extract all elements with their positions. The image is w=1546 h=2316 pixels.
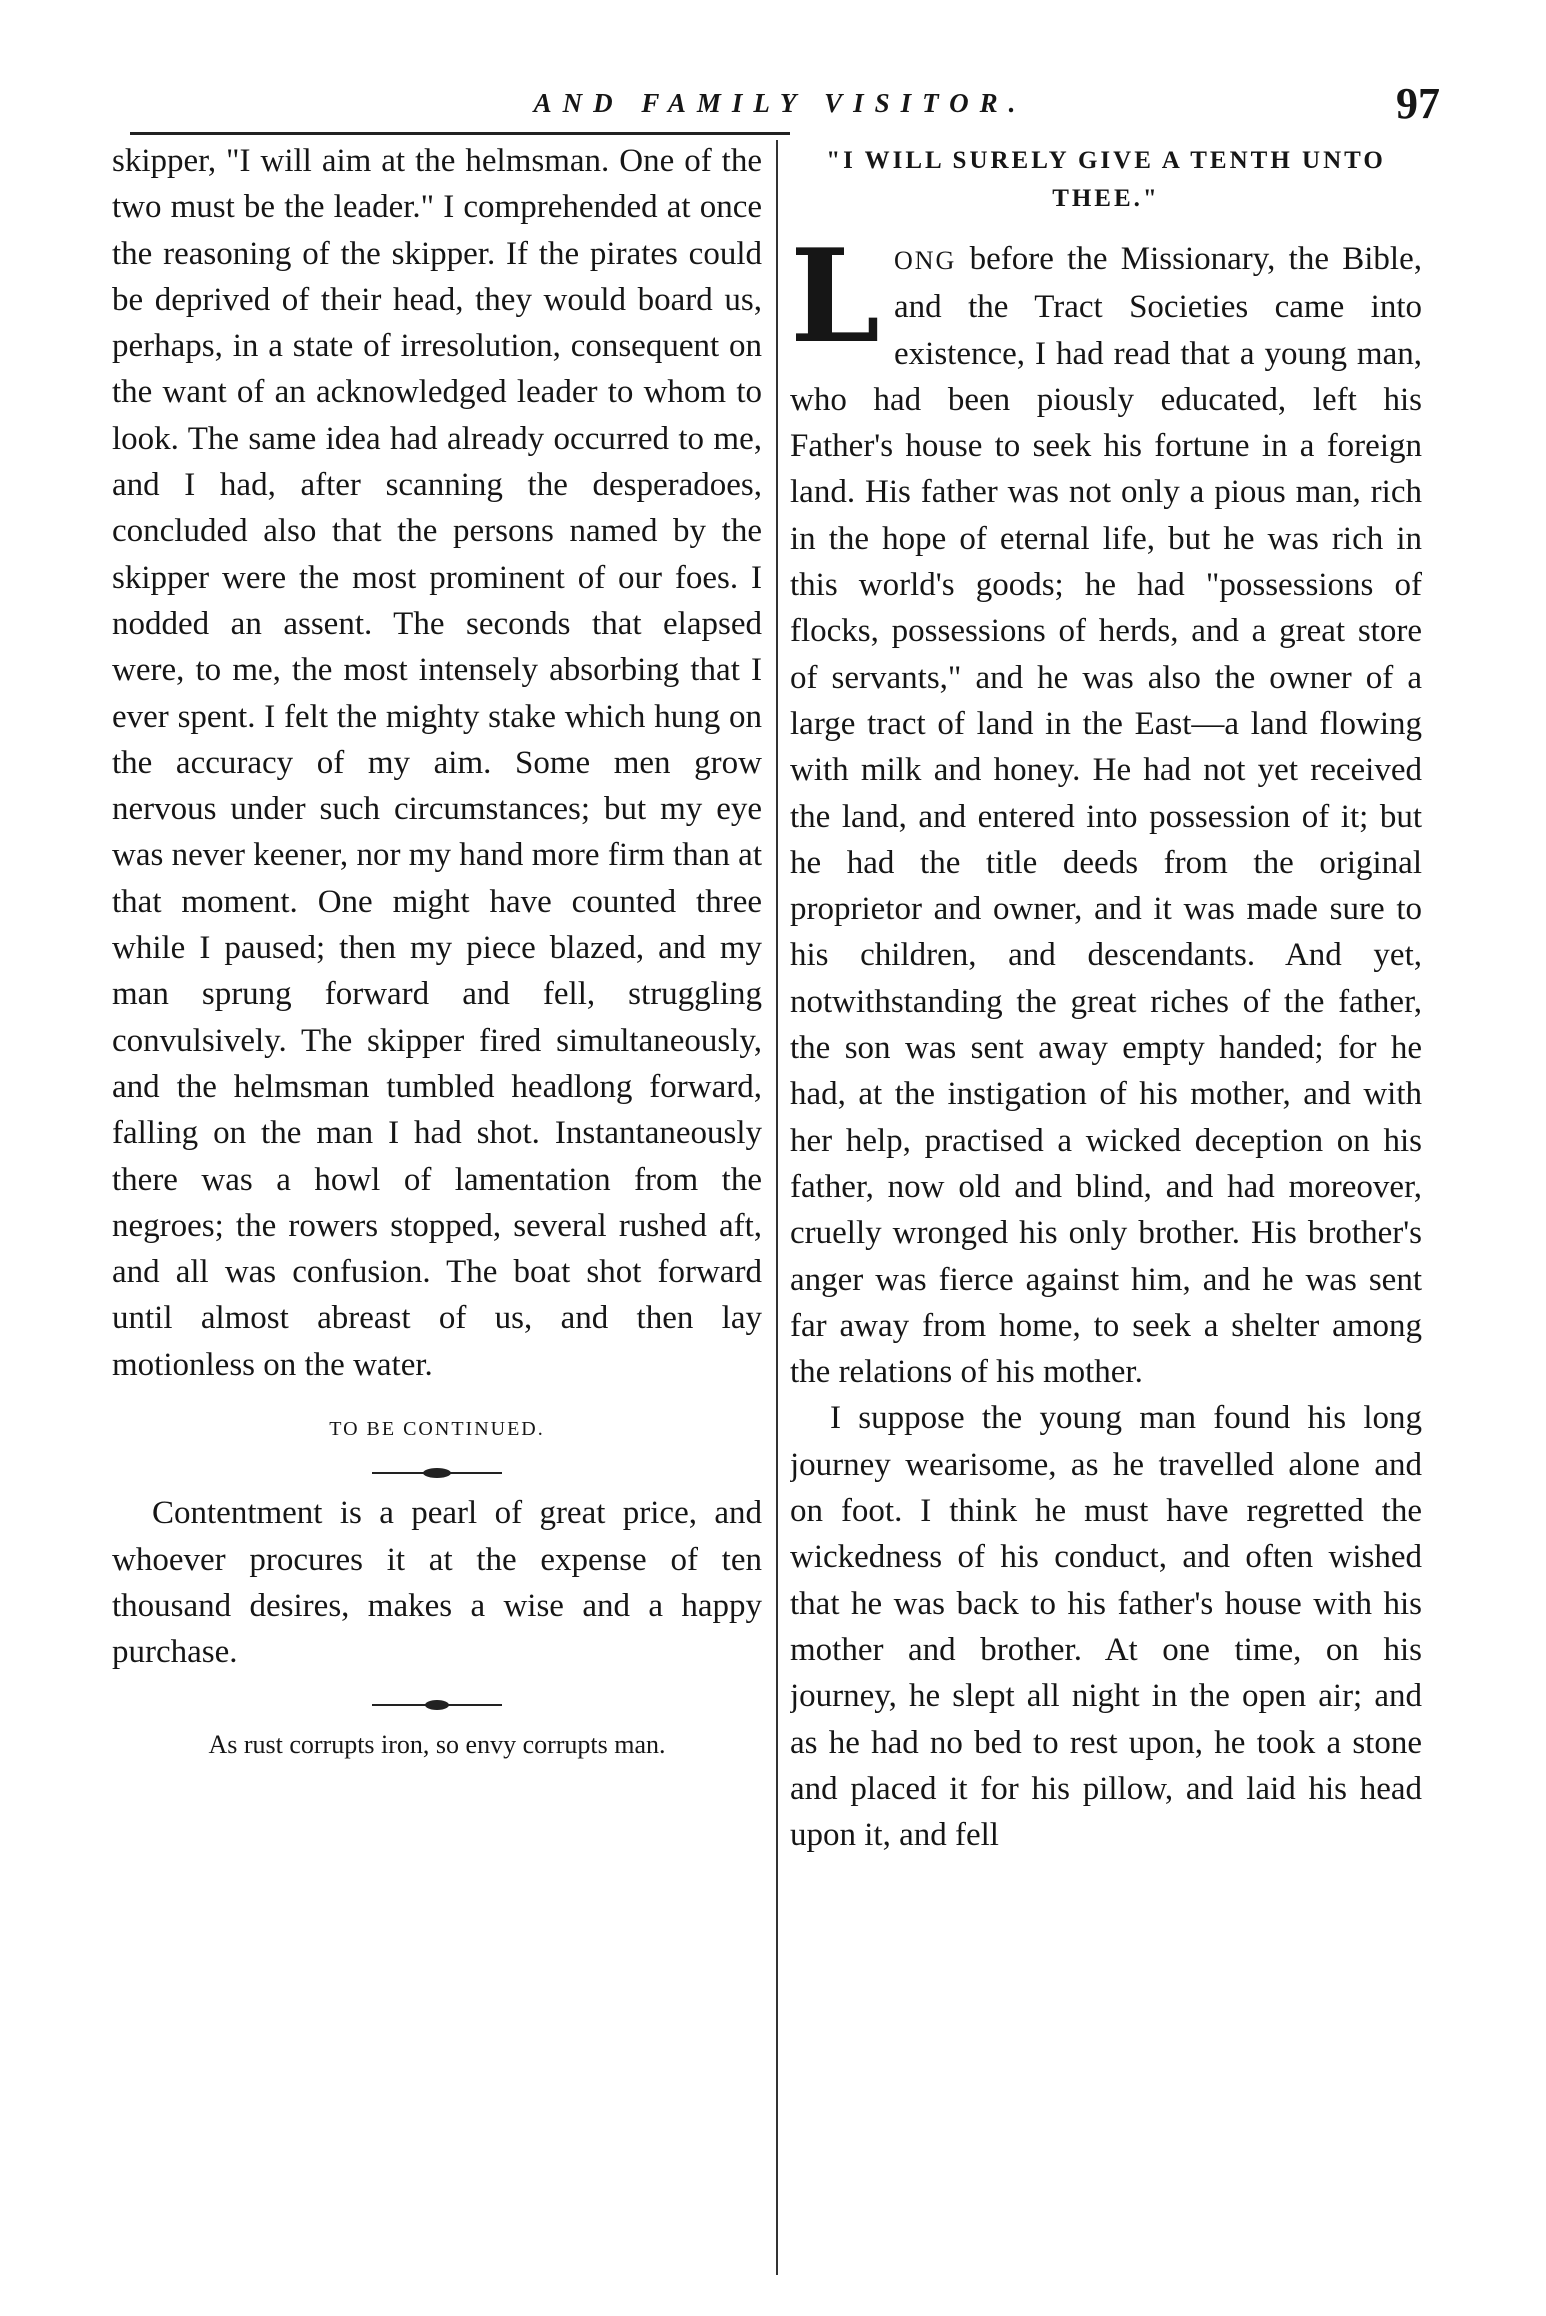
column-divider [776,140,778,2275]
drop-cap-letter: L [790,222,880,372]
to-be-continued-note: TO BE CONTINUED. [329,1418,545,1441]
envy-proverb: As rust corrupts iron, so envy corrupts man. [208,1729,666,1759]
running-title: AND FAMILY VISITOR. [533,88,1027,118]
article-title: "I WILL SURELY GIVE A TENTH UNTO THEE." [826,147,1386,212]
paragraph-1-text: before the Missionary, the Bible, and the Tract Societies came into existence, I had read that a young man, who had been piously educated, left his Father's house to seek his fortune in a foreign land. His father was not only a pious man, rich in the hope of eternal life, but he was rich in this world's goods; he had "possessions of flocks, possessions of herds, and a great store of servants," and he was also the owner of a large tract of land in the East—a land flowing with milk and honey. He had not yet received the land, and entered into possession of it; but he had the title deeds from the original proprietor and owner, and it was made sure to his children, and descendants. And yet, notwithstanding the great riches of the father, the son was sent away empty handed; for he had, at the instigation of his mother, and with her help, practised a wicked deception on his father, now old and blind, and had moreover, cruelly wronged his only brother. His brother's anger was fierce against him, and he was sent far away from home, to seek a shelter among the relations of his mother. [790,241,1422,1391]
left-column [112,138,762,2278]
ornament-divider-2 [372,1698,502,1712]
header-rule [130,132,790,135]
article-paragraph-2: I suppose the young man found his long journey wearisome, as he travelled alone and on foot. I think he must have regretted the wickedness of his conduct, and often wished that he was back to his father's house with his mother and brother. At one time, on his journey, he slept all night in the open air; and as he had no bed to rest upon, he took a stone and placed it for his pillow, and laid his head upon it, and fell [790,1400,1422,1854]
article-paragraph-1 [790,222,1422,1395]
first-word-smallcaps: ONG [894,246,957,275]
page-number: 97 [1396,79,1440,128]
contentment-proverb: Contentment is a pearl of great price, and whoever procures it at the expense of ten thousand desires, makes a wise and a happy purchase. [112,1495,762,1671]
right-column [790,138,1422,2278]
story-continuation-paragraph: skipper, "I will aim at the helmsman. One of the two must be the leader." I comprehended at once the reasoning of the skipper. If the pirates could be deprived of their head, they would board us, perhaps, in a state of irresolution, consequent on the want of an acknowledged leader to whom to look. The same idea had already occurred to me, and I had, after scanning the desperadoes, concluded also that the persons named by the skipper were the most prominent of our foes. I nodded an assent. The seconds that elapsed were, to me, the most intensely absorbing that I ever spent. I felt the mighty stake which hung on the accuracy of my aim. Some men grow nervous under such circumstances; but my eye was never keener, nor my hand more firm than at that moment. One might have counted three while I paused; then my piece blazed, and my man sprung forward and fell, struggling convulsively. The skipper fired simultaneously, and the helmsman tumbled headlong forward, falling on the man I had shot. Instantaneously there was a howl of lamentation from the negroes; the rowers stopped, several rushed aft, and all was confusion. The boat shot forward until almost abreast of us, and then lay motionless on the water. [112,143,762,1383]
ornament-divider [372,1466,502,1480]
running-head [120,78,1440,128]
